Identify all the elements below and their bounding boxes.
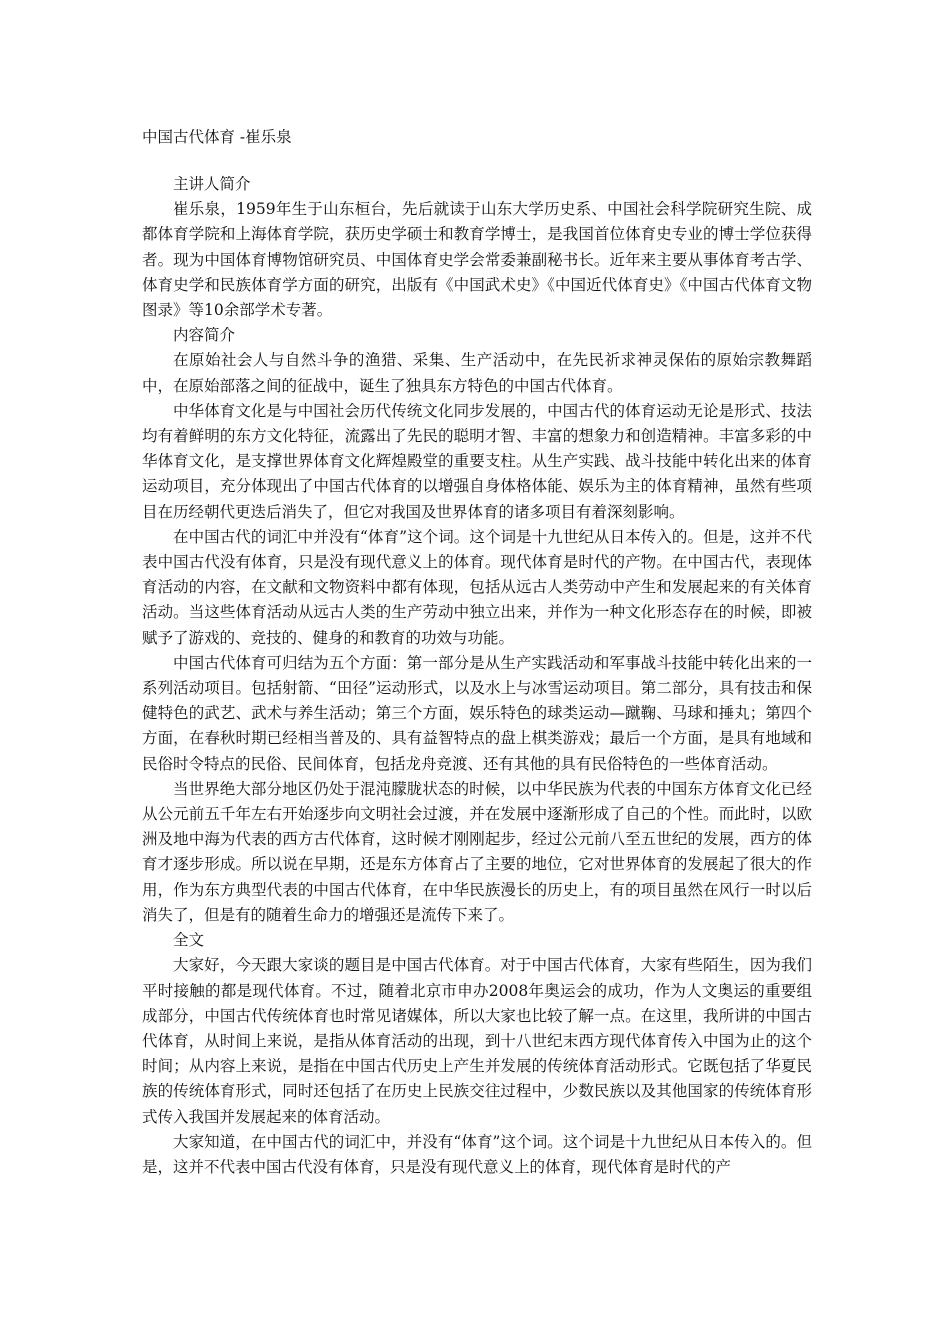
summary-paragraph: 在原始社会人与自然斗争的渔猎、采集、生产活动中，在先民祈求神灵保佑的原始宗教舞蹈中，在原始部落之间的征战中，诞生了独具东方特色的中国古代体育。 <box>142 351 812 395</box>
document-title: 中国古代体育 -崔乐泉 <box>142 128 292 146</box>
fulltext-heading: 全文 <box>173 931 205 950</box>
document-page <box>142 125 812 1180</box>
summary-paragraph: 当世界绝大部分地区仍处于混沌朦胧状态的时候，以中华民族为代表的中国东方体育文化已经从公元前五千年左右开始逐步向文明社会过渡，并在发展中逐渐形成了自己的个性。而此时，以欧洲及地中海为代表的西方古代体育，这时候才刚刚起步，经过公元前八至五世纪的发展，西方的体育才逐步形成。所以说在早期，还是东方体育占了主要的地位，它对世界体育的发展起了很大的作用，作为东方典型代表的中国古代体育，在中华民族漫长的历史上，有的项目虽然在风行一时以后消失了，但是有的随着生命力的增强还是流传下来了。 <box>142 779 812 924</box>
speaker-bio: 崔乐泉，1959年生于山东桓台，先后就读于山东大学历史系、中国社会科学院研究生院、成都体育学院和上海体育学院，获历史学硕士和教育学博士，是我国首位体育史专业的博士学位获得者。现为中国体育博物馆研究员、中国体育史学会常委兼副秘书长。近年来主要从事体育考古学、体育史学和民族体育学方面的研究，出版有《中国武术史》《中国近代体育史》《中国古代体育文物图录》等10余部学术专著。 <box>142 200 812 320</box>
fulltext-paragraph: 大家知道，在中国古代的词汇中，并没有“体育”这个词。这个词是十九世纪从日本传入的。但是，这并不代表中国古代没有体育，只是没有现代意义上的体育，现代体育是时代的产 <box>142 1132 812 1176</box>
summary-paragraph: 中国古代体育可归结为五个方面：第一部分是从生产实践活动和军事战斗技能中转化出来的一系列活动项目。包括射箭、“田径”运动形式，以及水上与冰雪运动项目。第二部分，具有技击和保健特色的武艺、武术与养生活动；第三个方面，娱乐特色的球类运动—蹴鞠、马球和捶丸；第四个方面，在春秋时期已经相当普及的、具有益智特点的盘上棋类游戏；最后一个方面，是具有地域和民俗时令特点的民俗、民间体育，包括龙舟竞渡、还有其他的具有民俗特色的一些体育活动。 <box>142 653 812 773</box>
fulltext-paragraph: 大家好，今天跟大家谈的题目是中国古代体育。对于中国古代体育，大家有些陌生，因为我们平时接触的都是现代体育。不过，随着北京市申办2008年奥运会的成功，作为人文奥运的重要组成部分，中国古代传统体育也时常见诸媒体，所以大家也比较了解一点。在这里，我所讲的中国古代体育，从时间上来说，是指从体育活动的出现，到十八世纪末西方现代体育传入中国为止的这个时间；从内容上来说，是指在中国古代历史上产生并发展的传统体育活动形式。它既包括了华夏民族的传统体育形式，同时还包括了在历史上民族交往过程中，少数民族以及其他国家的传统体育形式传入我国并发展起来的体育活动。 <box>142 956 812 1126</box>
summary-heading: 内容简介 <box>173 326 236 345</box>
summary-paragraph: 在中国古代的词汇中并没有“体育”这个词。这个词是十九世纪从日本传入的。但是，这并不代表中国古代没有体育，只是没有现代意义上的体育。现代体育是时代的产物。在中国古代，表现体育活动的内容，在文献和文物资料中都有体现，包括从远古人类劳动中产生和发展起来的有关体育活动。当这些体育活动从远古人类的生产劳动中独立出来，并作为一种文化形态存在的时候，即被赋予了游戏的、竞技的、健身的和教育的功效与功能。 <box>142 527 812 647</box>
summary-paragraph: 中华体育文化是与中国社会历代传统文化同步发展的，中国古代的体育运动无论是形式、技法均有着鲜明的东方文化特征，流露出了先民的聪明才智、丰富的想象力和创造精神。丰富多彩的中华体育文化，是支撑世界体育文化辉煌殿堂的重要支柱。从生产实践、战斗技能中转化出来的体育运动项目，充分体现出了中国古代体育的以增强自身体格体能、娱乐为主的体育精神，虽然有些项目在历经朝代更迭后消失了，但它对我国及世界体育的诸多项目有着深刻影响。 <box>142 401 812 521</box>
speaker-heading: 主讲人简介 <box>173 175 251 193</box>
